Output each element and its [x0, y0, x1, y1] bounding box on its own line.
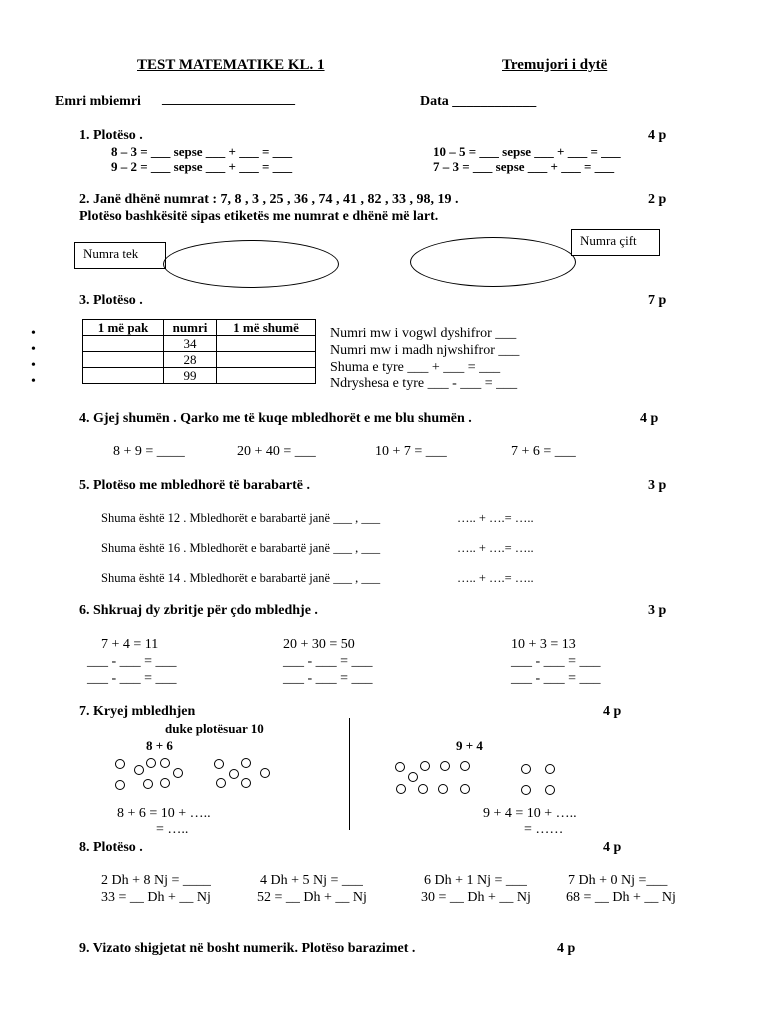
q6-title: 6. Shkruaj dy zbritje për çdo mbledhje . — [79, 603, 318, 618]
term-label: Tremujori i dytë — [502, 57, 608, 73]
q7-left-expression: 8 + 6 — [146, 738, 173, 753]
q2-title: 2. Janë dhënë numrat : 7, 8 , 3 , 25 , 36 , 74 , 41 , 82 , 33 , 98, 19 . — [79, 192, 459, 207]
bullet: • — [31, 326, 36, 341]
q5-line-tail: ….. + ….= ….. — [457, 541, 534, 555]
counter-circle — [173, 768, 183, 778]
q7-left-equation: 8 + 6 = 10 + ….. — [117, 806, 211, 821]
table-cell: 28 — [164, 352, 217, 368]
q4-points: 4 p — [640, 411, 659, 426]
table-cell-input[interactable] — [217, 368, 316, 384]
q5-line: Shuma është 16 . Mbledhorët e barabartë janë ___ , ___ — [101, 541, 381, 555]
table-cell-input[interactable] — [217, 336, 316, 352]
counter-circle — [241, 758, 251, 768]
q3-statement: Numri mw i vogwl dyshifror ___ — [330, 326, 517, 341]
q9-title: 9. Vizato shigjetat në bosht numerik. Plotëso barazimet . — [79, 941, 416, 956]
odd-set-ellipse[interactable] — [163, 240, 339, 288]
counter-circle — [260, 768, 270, 778]
counter-circle — [521, 785, 531, 795]
q8-item: 52 = __ Dh + __ Nj — [257, 890, 367, 905]
q5-line-tail: ….. + ….= ….. — [457, 511, 534, 525]
counter-circle — [143, 779, 153, 789]
q6-line: ___ - ___ = ___ — [511, 671, 601, 686]
q3-statement: Ndryshesa e tyre ___ - ___ = ___ — [330, 376, 518, 391]
name-label: Emri mbiemri — [55, 94, 141, 109]
bullet: • — [31, 358, 36, 373]
q4-item: 10 + 7 = ___ — [375, 444, 447, 459]
q4-title: 4. Gjej shumën . Qarko me të kuqe mbledhorët e me blu shumën . — [79, 411, 472, 426]
test-title: TEST MATEMATIKE KL. 1 — [137, 57, 325, 73]
table-cell: 99 — [164, 368, 217, 384]
q1-line: 9 – 2 = ___ sepse ___ + ___ = ___ — [111, 159, 293, 174]
q7-right-expression: 9 + 4 — [456, 738, 483, 753]
q7-title: 7. Kryej mbledhjen — [79, 704, 196, 719]
counter-circle — [460, 784, 470, 794]
table-cell-input[interactable] — [217, 352, 316, 368]
q7-right-equation: 9 + 4 = 10 + ….. — [483, 806, 577, 821]
q4-item: 20 + 40 = ___ — [237, 444, 316, 459]
q5-line: Shuma është 14 . Mbledhorët e barabartë janë ___ , ___ — [101, 571, 381, 585]
q3-statement: Numri mw i madh njwshifror ___ — [330, 343, 520, 358]
q6-points: 3 p — [648, 603, 667, 618]
bullet: • — [31, 342, 36, 357]
q6-line: ___ - ___ = ___ — [283, 654, 373, 669]
q8-points: 4 p — [603, 840, 622, 855]
counter-circle — [460, 761, 470, 771]
counter-circle — [440, 761, 450, 771]
q6-line: ___ - ___ = ___ — [87, 654, 177, 669]
counter-circle — [241, 778, 251, 788]
bullet: • — [31, 374, 36, 389]
q7-divider — [349, 718, 350, 830]
counter-circle — [146, 758, 156, 768]
q7-subtitle: duke plotësuar 10 — [165, 721, 264, 736]
table-cell-input[interactable] — [83, 336, 164, 352]
counter-circle — [160, 778, 170, 788]
counter-circle — [115, 780, 125, 790]
q1-line: 10 – 5 = ___ sepse ___ + ___ = ___ — [433, 144, 621, 159]
q6-sum: 20 + 30 = 50 — [283, 637, 355, 652]
counter-circle — [418, 784, 428, 794]
q6-line: ___ - ___ = ___ — [87, 671, 177, 686]
counter-circle — [134, 765, 144, 775]
label-odd-box: Numra tek — [74, 242, 166, 269]
q3-points: 7 p — [648, 293, 667, 308]
q3-table — [82, 319, 316, 384]
q2-subtitle: Plotëso bashkësitë sipas etiketës me numrat e dhënë më lart. — [79, 209, 439, 224]
counter-circle — [408, 772, 418, 782]
date-field[interactable]: Data ____________ — [420, 94, 537, 109]
counter-circle — [160, 758, 170, 768]
table-row — [83, 368, 316, 384]
q8-item: 33 = __ Dh + __ Nj — [101, 890, 211, 905]
counter-circle — [214, 759, 224, 769]
q8-title: 8. Plotëso . — [79, 840, 143, 855]
counter-circle — [545, 785, 555, 795]
q5-title: 5. Plotëso me mbledhorë të barabartë . — [79, 478, 310, 493]
q6-line: ___ - ___ = ___ — [283, 671, 373, 686]
name-field[interactable]: ___________________ — [162, 92, 295, 107]
q8-item: 2 Dh + 8 Nj = ____ — [101, 873, 211, 888]
q5-points: 3 p — [648, 478, 667, 493]
table-header: numri — [164, 320, 217, 336]
counter-circle — [396, 784, 406, 794]
counter-circle — [395, 762, 405, 772]
table-cell-input[interactable] — [83, 352, 164, 368]
q7-points: 4 p — [603, 704, 622, 719]
counter-circle — [229, 769, 239, 779]
q1-line: 7 – 3 = ___ sepse ___ + ___ = ___ — [433, 159, 615, 174]
counter-circle — [545, 764, 555, 774]
q6-sum: 7 + 4 = 11 — [101, 637, 159, 652]
q2-points: 2 p — [648, 192, 667, 207]
q3-title: 3. Plotëso . — [79, 293, 143, 308]
q8-item: 30 = __ Dh + __ Nj — [421, 890, 531, 905]
q5-line: Shuma është 12 . Mbledhorët e barabartë janë ___ , ___ — [101, 511, 381, 525]
counter-circle — [420, 761, 430, 771]
q4-item: 8 + 9 = ____ — [113, 444, 185, 459]
counter-circle — [115, 759, 125, 769]
table-row — [83, 352, 316, 368]
counter-circle — [438, 784, 448, 794]
table-header: 1 më shumë — [217, 320, 316, 336]
q6-sum: 10 + 3 = 13 — [511, 637, 576, 652]
q5-line-tail: ….. + ….= ….. — [457, 571, 534, 585]
q8-item: 68 = __ Dh + __ Nj — [566, 890, 676, 905]
q6-line: ___ - ___ = ___ — [511, 654, 601, 669]
even-set-ellipse[interactable] — [410, 237, 576, 287]
q1-points: 4 p — [648, 128, 667, 143]
table-row — [83, 336, 316, 352]
counter-circle — [521, 764, 531, 774]
table-header: 1 më pak — [83, 320, 164, 336]
q3-statement: Shuma e tyre ___ + ___ = ___ — [330, 360, 501, 375]
q8-item: 7 Dh + 0 Nj =___ — [568, 873, 668, 888]
q1-line: 8 – 3 = ___ sepse ___ + ___ = ___ — [111, 144, 293, 159]
q7-left-equation: = ….. — [156, 822, 189, 837]
q8-item: 6 Dh + 1 Nj = ___ — [424, 873, 527, 888]
counter-circle — [216, 778, 226, 788]
q8-item: 4 Dh + 5 Nj = ___ — [260, 873, 363, 888]
q4-item: 7 + 6 = ___ — [511, 444, 576, 459]
q1-title: 1. Plotëso . — [79, 128, 143, 143]
label-even-box: Numra çift — [571, 229, 660, 256]
q9-points: 4 p — [557, 941, 576, 956]
q7-right-equation: = …… — [524, 822, 564, 837]
table-header-row — [83, 320, 316, 336]
table-cell-input[interactable] — [83, 368, 164, 384]
table-cell: 34 — [164, 336, 217, 352]
